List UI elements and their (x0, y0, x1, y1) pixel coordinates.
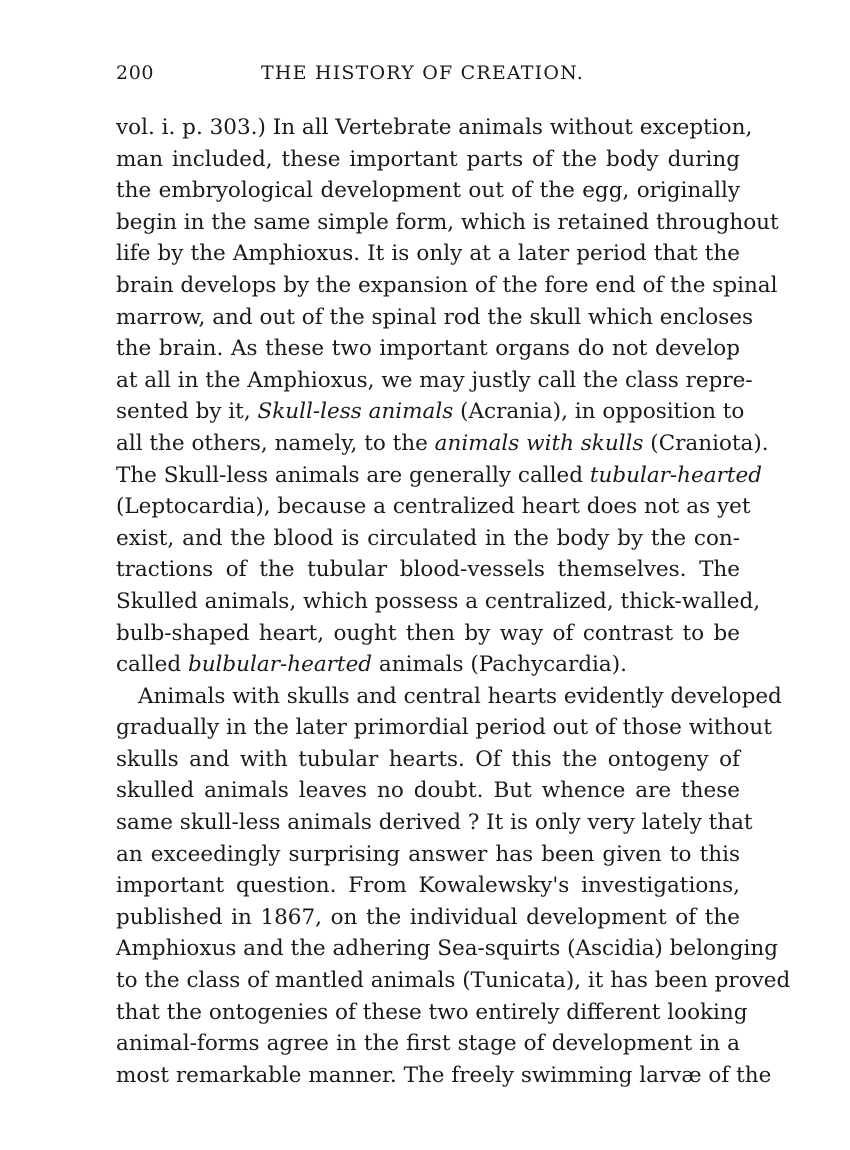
text-segment: the embryological development out of the egg, originally (116, 178, 740, 204)
text-segment: gradually in the later primordial period out of those without (116, 715, 772, 741)
text-line (116, 744, 740, 776)
text-line (116, 681, 782, 713)
text-line (116, 365, 753, 397)
text-segment: the brain. As these two important organs do not develop (116, 336, 740, 362)
text-segment: exist, and the blood is circulated in the body by the con- (116, 525, 740, 551)
text-segment: bulb-shaped heart, ought then by way of contrast to be (116, 620, 740, 646)
text-segment: The Skull-less animals are generally called (116, 462, 590, 488)
running-title: THE HISTORY OF CREATION. (261, 62, 584, 84)
text-line (116, 965, 791, 997)
text-line (116, 807, 753, 839)
body-text (116, 112, 791, 1091)
text-line (116, 207, 779, 239)
text-segment: same skull-less animals derived ? It is only very lately that (116, 810, 753, 836)
text-segment: life by the Amphioxus. It is only at a later period that the (116, 241, 740, 267)
text-line (116, 333, 740, 365)
text-line (116, 997, 748, 1029)
text-segment: marrow, and out of the spinal rod the skull which encloses (116, 304, 754, 330)
text-line (116, 902, 740, 934)
text-segment: an exceedingly surprising answer has been given to this (116, 841, 740, 867)
text-line (116, 870, 740, 902)
text-segment: sented by it, (116, 399, 258, 425)
text-line (116, 302, 754, 334)
text-segment: (Craniota). (643, 430, 769, 456)
text-segment: tractions of the tubular blood-vessels themselves. The (116, 557, 740, 583)
text-segment: at all in the Amphioxus, we may justly call the class repre- (116, 367, 753, 393)
text-segment: to the class of mantled animals (Tunicata), it has been proved (116, 968, 791, 994)
text-line (116, 1060, 772, 1092)
text-line (116, 144, 740, 176)
text-line (116, 270, 778, 302)
text-segment: published in 1867, on the individual development of the (116, 904, 740, 930)
text-segment: begin in the same simple form, which is retained throughout (116, 209, 779, 235)
text-line (116, 933, 779, 965)
running-head (116, 62, 740, 88)
text-segment: brain develops by the expansion of the fore end of the spinal (116, 272, 778, 298)
text-line (116, 460, 762, 492)
text-line (116, 839, 740, 871)
text-segment: (Acrania), in opposition to (453, 399, 745, 425)
text-line (116, 523, 740, 555)
text-line (116, 712, 772, 744)
text-segment: animal-forms agree in the first stage of development in a (116, 1031, 740, 1057)
text-line (116, 554, 740, 586)
text-segment: most remarkable manner. The freely swimming larvæ of the (116, 1062, 772, 1088)
text-segment: skulled animals leaves no doubt. But whence are these (116, 778, 740, 804)
text-line (116, 175, 740, 207)
text-segment: vol. i. p. 303.) In all Vertebrate animals without exception, (116, 115, 753, 140)
text-segment: that the ontogenies of these two entirely different looking (116, 999, 748, 1025)
text-line (116, 586, 761, 618)
text-segment: important question. From Kowalewsky's investigations, (116, 873, 740, 899)
italic-term: animals with skulls (434, 430, 644, 456)
text-line (116, 618, 740, 650)
text-line (116, 649, 740, 681)
italic-term: tubular-hearted (589, 462, 762, 488)
italic-term: Skull-less animals (257, 399, 454, 425)
text-line (116, 396, 745, 428)
text-line (116, 1028, 740, 1060)
text-segment: all the others, namely, to the (116, 430, 435, 456)
page-number: 200 (116, 62, 155, 84)
text-segment: (Leptocardia), because a centralized heart does not as yet (116, 494, 751, 520)
text-segment: skulls and with tubular hearts. Of this the ontogeny of (116, 746, 740, 772)
text-line (116, 238, 740, 270)
text-segment: Animals with skulls and central hearts evidently developed (138, 683, 782, 709)
text-line (116, 112, 753, 144)
text-segment: Skulled animals, which possess a centralized, thick-walled, (116, 588, 761, 614)
text-segment: Amphioxus and the adhering Sea-squirts (Ascidia) belonging (116, 936, 779, 962)
text-line (116, 428, 769, 460)
text-segment: man included, these important parts of the body during (116, 146, 740, 172)
text-segment: animals (Pachycardia). (372, 652, 627, 678)
text-segment: called (116, 652, 188, 678)
text-line (116, 775, 740, 807)
text-line (116, 491, 751, 523)
italic-term: bulbular-hearted (187, 652, 373, 678)
